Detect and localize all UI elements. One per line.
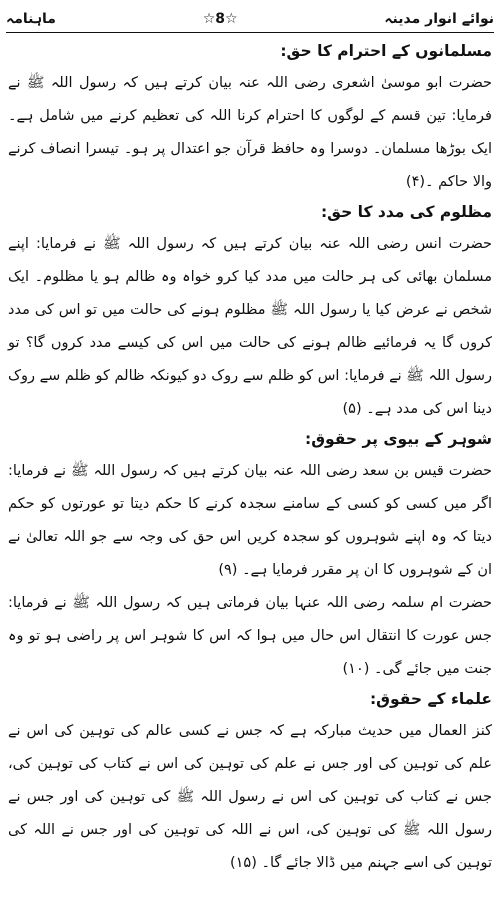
section-heading: مسلمانوں کے احترام کا حق: xyxy=(280,42,492,60)
section-heading: شوہر کے بیوی پر حقوق: xyxy=(305,430,492,448)
paragraph: حضرت انس رضی اللہ عنہ بیان کرتے ہیں کہ رسول اللہ ﷺ نے فرمایا: اپنے مسلمان بھائی کی ہر حالت میں مدد کیا کرو خواہ وہ ظالم ہو یا مظلوم۔ ایک شخص نے عرض کیا یا رسول اللہ ﷺ مظلوم ہونے کی حالت میں تو اس کی مدد کروں گا یہ فرمائیے ظالم ہونے کی حالت میں اس کی کیسے مدد کروں گا؟ تو رسول اللہ ﷺ نے فرمایا: اس کو ظلم سے روک دو کیونکہ ظالم کو ظلم سے روک دینا اس کی مدد ہے۔ (۵) xyxy=(8,236,492,417)
paragraph: حضرت ام سلمہ رضی اللہ عنہا بیان فرماتی ہیں کہ رسول اللہ ﷺ نے فرمایا: جس عورت کا انتقال اس حال میں ہوا کہ اس کا شوہر اس پر راضی ہو تو وہ جنت میں جائے گی۔ (۱۰) xyxy=(8,595,492,677)
paragraph: کنز العمال میں حدیث مبارکہ ہے کہ جس نے کسی عالم کی توہین کی اس نے علم کی توہین کی اور جس نے علم کی توہین کی اس نے کتاب کی توہین کی، جس نے کتاب کی توہین کی اس نے رسول اللہ ﷺ کی توہین کی اور جس نے رسول اللہ ﷺ کی توہین کی، اس نے اللہ کی توہین کی اور جس نے اللہ کی توہین کی اسے جہنم میں ڈالا جائے گا۔ (۱۵) xyxy=(8,723,492,871)
section-heading: مظلوم کی مدد کا حق: xyxy=(320,203,492,221)
paragraph: حضرت قیس بن سعد رضی اللہ عنہ بیان کرتے ہیں کہ رسول اللہ ﷺ نے فرمایا: اگر میں کسی کو کسی کے سامنے سجدہ کرنے کا حکم دیتا تو عورتوں کو حکم دیتا کہ وہ اپنے شوہروں کو سجدہ کریں اس حق کی وجہ سے جو اللہ تعالیٰ نے ان کے شوہروں کا ان پر مقرر فرمایا ہے۔ (۹) xyxy=(8,463,492,578)
page-header xyxy=(6,6,494,33)
article-body xyxy=(8,38,492,880)
page-number: ☆8☆ xyxy=(202,11,238,27)
paragraph: حضرت ابو موسیٰ اشعری رضی اللہ عنہ بیان کرتے ہیں کہ رسول اللہ ﷺ نے فرمایا: تین قسم کے لوگوں کا احترام کرنا اللہ کی تعظیم کرنے میں شامل ہے۔ ایک بوڑھا مسلمان۔ دوسرا وہ حافظ قرآن جو اعتدال پر ہو۔ تیسرا انصاف کرنے والا حاکم ۔(۴) xyxy=(8,75,492,190)
section-heading: علماء کے حقوق: xyxy=(369,690,492,708)
monthly-label: ماہنامہ xyxy=(6,11,56,27)
magazine-title: نوائے انوار مدینہ xyxy=(384,11,494,27)
